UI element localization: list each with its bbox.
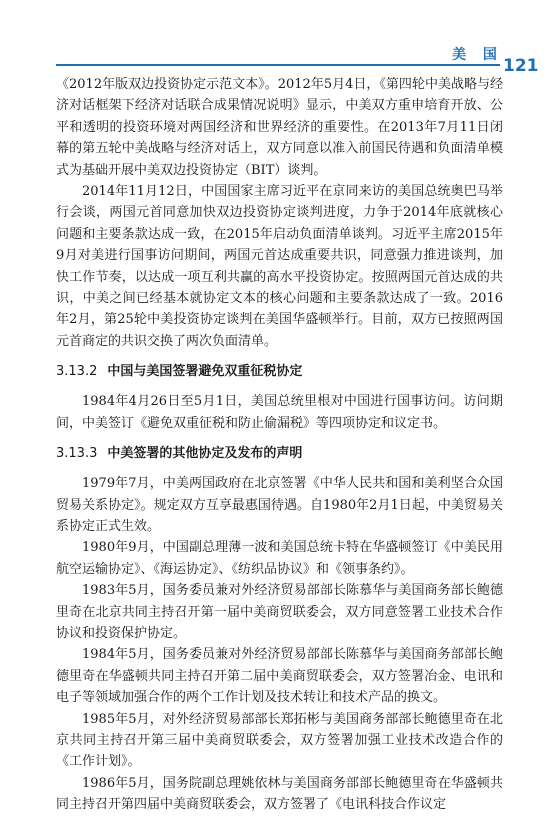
document-body <box>56 74 503 816</box>
section-heading <box>56 362 503 382</box>
section-heading <box>56 444 503 464</box>
page-number: 121 <box>503 56 539 76</box>
section-number: 3.13.2 <box>56 364 98 380</box>
running-header-title: 美 国 <box>452 47 503 63</box>
section-title: 中国与美国签署避免双重征税协定 <box>107 364 303 380</box>
paragraph: 1980年9月，中国副总理薄一波和美国总统卡特在华盛顿签订《中美民用航空运输协定》、《海运协定》、《纺织品协议》和《领事条约》。 <box>56 540 503 577</box>
paragraph: 1984年5月，国务委员兼对外经济贸易部部长陈慕华与美国商务部部长鲍德里奇在华盛顿共同主持召开第二届中美商贸联委会，双方签署冶金、电讯和电子等领域加强合作的两个工作计划及技术转让和技术产品的换文。 <box>56 647 503 706</box>
header-divider <box>56 64 500 66</box>
section-number: 3.13.3 <box>56 446 98 462</box>
paragraph: 2014年11月12日，中国国家主席习近平在京同来访的美国总统奥巴马举行会谈，两国元首同意加快双边投资协定谈判进度，力争于2014年底就核心问题和主要条款达成一致，在2015年启动负面清单谈判。习近平主席2015年9月对美进行国事访问期间，两国元首达成重要共识，同意强力推进谈判，加快工作节奏，以达成一项互利共赢的高水平投资协定。按照两国元首达成的共识，中美之间已经基本就协定文本的核心问题和主要条款达成了一致。2016年2月，第25轮中美投资协定谈判在美国华盛顿举行。目前，双方已按照两国元首商定的共识交换了两次负面清单。 <box>56 184 503 349</box>
paragraph: 1985年5月，对外经济贸易部部长郑拓彬与美国商务部部长鲍德里奇在北京共同主持召开第三届中美商贸联委会，双方签署加强工业技术改造合作的《工作计划》。 <box>56 711 503 770</box>
paragraph: 《2012年版双边投资协定示范文本》。2012年5月4日，《第四轮中美战略与经济对话框架下经济对话联合成果情况说明》显示，中美双方重申培育开放、公平和透明的投资环境对两国经济和世界经济的重要性。在2013年7月11日闭幕的第五轮中美战略与经济对话上，双方同意以准入前国民待遇和负面清单模式为基础开展中美双边投资协定（BIT）谈判。 <box>56 77 503 178</box>
paragraph: 1986年5月，国务院副总理姚依林与美国商务部部长鲍德里奇在华盛顿共同主持召开第四届中美商贸联委会，双方签署了《电讯科技合作议定 <box>56 775 503 813</box>
paragraph: 1983年5月，国务委员兼对外经济贸易部部长陈慕华与美国商务部长鲍德里奇在北京共同主持召开第一届中美商贸联委会，双方同意签署工业技术合作协议和投资保护协定。 <box>56 583 503 641</box>
paragraph: 1979年7月，中美两国政府在北京签署《中华人民共和国和美利坚合众国贸易关系协定》。规定双方互享最惠国待遇。自1980年2月1日起，中美贸易关系协定正式生效。 <box>56 476 503 534</box>
section-title: 中美签署的其他协定及发布的声明 <box>107 446 303 462</box>
paragraph: 1984年4月26日至5月1日，美国总统里根对中国进行国事访问。访问期间，中美签订《避免双重征税和防止偷漏税》等四项协定和议定书。 <box>56 394 503 431</box>
